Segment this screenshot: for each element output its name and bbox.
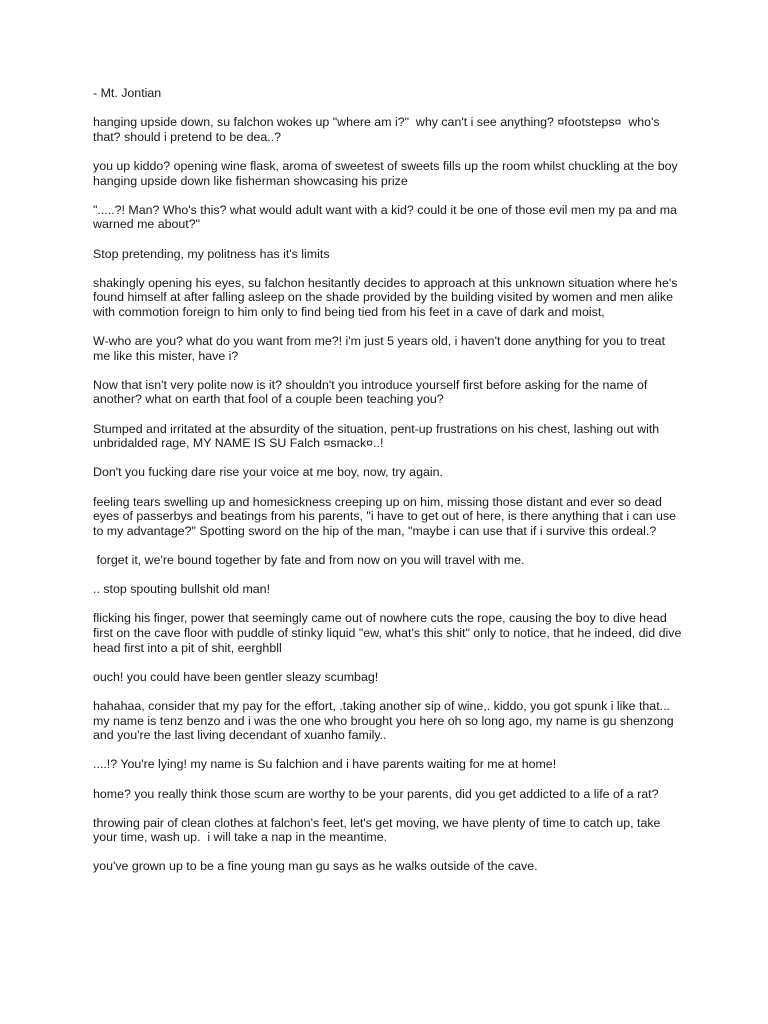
paragraph: Stop pretending, my politness has it's limits bbox=[93, 246, 330, 261]
location-heading: - Mt. Jontian bbox=[93, 86, 162, 100]
paragraph: hahahaa, consider that my pay for the effort, .taking another sip of wine,. kiddo, you got spunk i like that... my name is tenz benzo and i was the one who brought you here oh so long ago, my name is gu shenzong and you're the last living decendant of xuanho family.. bbox=[93, 698, 678, 743]
paragraph: Now that isn't very polite now is it? shouldn't you introduce yourself first before asking for the name of another? what on earth that fool of a couple been teaching you? bbox=[93, 377, 651, 407]
paragraph: ".....?! Man? Who's this? what would adult want with a kid? could it be one of those evil men my pa and ma warned me about?" bbox=[93, 202, 681, 232]
paragraph: Don't you fucking dare rise your voice at me boy, now, try again. bbox=[93, 465, 443, 480]
paragraph: you've grown up to be a fine young man gu says as he walks outside of the cave. bbox=[93, 859, 538, 874]
paragraph: ....!? You're lying! my name is Su falchion and i have parents waiting for me at home! bbox=[93, 757, 557, 772]
paragraph: home? you really think those scum are worthy to be your parents, did you get addicted to a life of a rat? bbox=[93, 786, 659, 801]
document-body bbox=[93, 86, 685, 889]
paragraph: W-who are you? what do you want from me?! i'm just 5 years old, i haven't done anything for you to treat me like this mister, have i? bbox=[93, 334, 669, 363]
paragraph: shakingly opening his eyes, su falchon hesitantly decides to approach at this unknown situation where he's found himself at after falling asleep on the shade provided by the building visited by women and men alike with commotion foreign to him only to find being tied from his feet in a cave of dark and moist, bbox=[93, 275, 681, 319]
paragraph: throwing pair of clean clothes at falchon's feet, let's get moving, we have plenty of time to catch up, take your time, wash up. i will take a nap in the meantime. bbox=[93, 815, 664, 845]
paragraph: ouch! you could have been gentler sleazy scumbag! bbox=[93, 669, 379, 684]
paragraph: feeling tears swelling up and homesickness creeping up on him, missing those distant and ever so dead eyes of passerbys and beatings from his parents, "i have to get out of here, is there anything that i can use to my advantage?" Spotting sword on the hip of the man, "maybe i can use that if i survive this ordeal.? bbox=[93, 494, 680, 538]
paragraph: .. stop spouting bullshit old man! bbox=[93, 582, 271, 597]
paragraph: Stumped and irritated at the absurdity of the situation, pent-up frustrations on his chest, lashing out with unbridalded rage, MY NAME IS SU Falch ¤smack¤..! bbox=[93, 421, 663, 451]
paragraph: forget it, we're bound together by fate and from now on you will travel with me. bbox=[93, 553, 525, 567]
paragraph: you up kiddo? opening wine flask, aroma of sweetest of sweets fills up the room whilst chuckling at the boy hanging upside down like fisherman showcasing his prize bbox=[93, 158, 682, 188]
paragraph: flicking his finger, power that seemingly came out of nowhere cuts the rope, causing the boy to dive head first on the cave floor with puddle of stinky liquid "ew, what's this shit" only to notice, that he indeed, did dive head first into a pit of shit, eerghbll bbox=[93, 611, 685, 655]
paragraph: hanging upside down, su falchon wokes up "where am i?" why can't i see anything? ¤footsteps¤ who's that? should i pretend to be dea..? bbox=[93, 115, 664, 144]
